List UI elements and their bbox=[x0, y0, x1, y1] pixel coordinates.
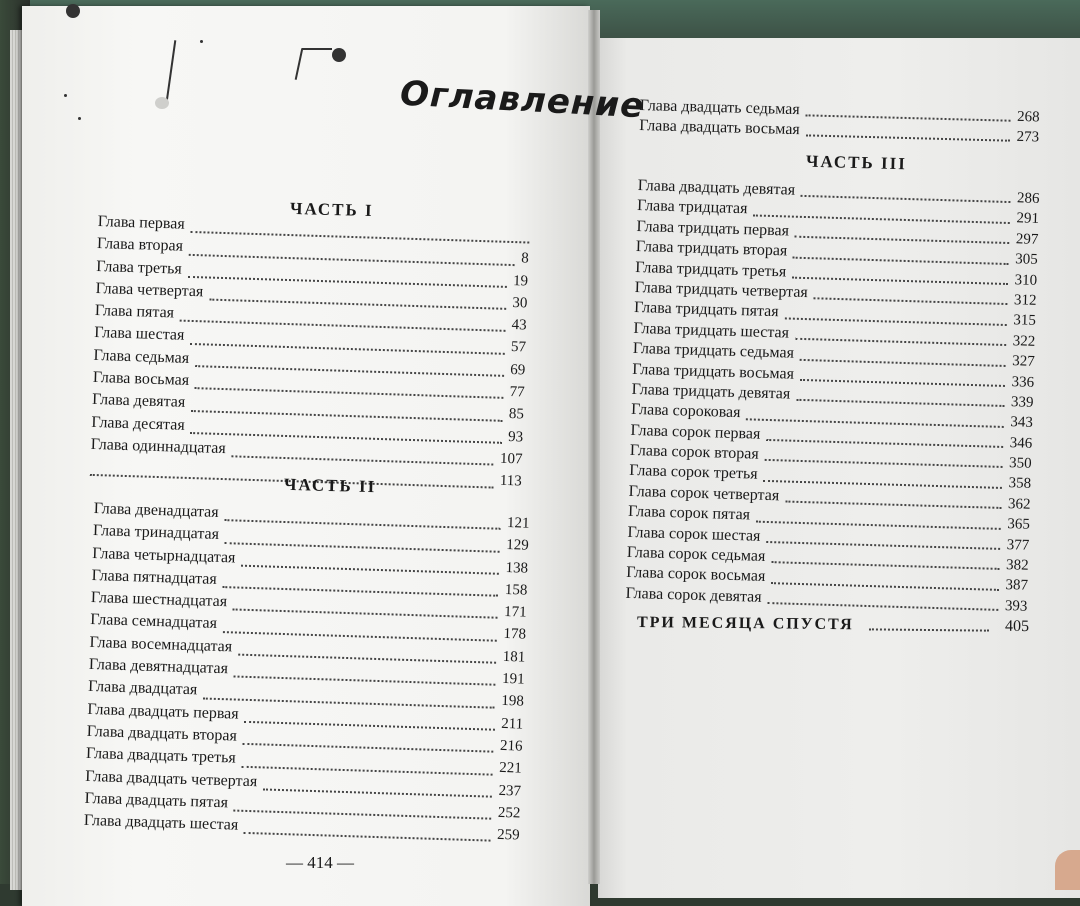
decorative-dot bbox=[78, 117, 81, 120]
chapter-page: 138 bbox=[505, 559, 529, 577]
chapter-page: 297 bbox=[1015, 231, 1039, 248]
chapter-title: Глава двадцать восьмая bbox=[639, 116, 800, 139]
chapter-title: Глава десятая bbox=[91, 413, 185, 434]
finger bbox=[1055, 850, 1080, 890]
chapter-title: Глава двадцать седьмая bbox=[639, 97, 800, 119]
chapter-title: Глава сорок третья bbox=[629, 462, 758, 484]
chapter-title: Глава тридцать пятая bbox=[633, 299, 779, 321]
chapter-page: 259 bbox=[496, 826, 520, 844]
chapter-page: 43 bbox=[511, 317, 527, 334]
chapter-title: Глава четырнадцатая bbox=[92, 544, 236, 567]
chapter-title: Глава третья bbox=[96, 257, 183, 278]
chapter-page: 268 bbox=[1016, 108, 1040, 126]
dot-leader bbox=[806, 114, 1011, 121]
chapter-title: Глава двенадцатая bbox=[93, 500, 219, 521]
chapter-title: Глава двадцать вторая bbox=[86, 722, 238, 745]
chapter-title: Глава сороковая bbox=[630, 401, 741, 422]
chapter-page: 93 bbox=[507, 428, 524, 446]
dot-leader bbox=[813, 298, 1007, 306]
chapter-page: 362 bbox=[1007, 495, 1031, 513]
chapter-title: Глава четвертая bbox=[95, 279, 204, 301]
chapter-page: 191 bbox=[501, 670, 525, 688]
page-title: Оглавление bbox=[399, 73, 646, 127]
chapter-page: 107 bbox=[499, 450, 523, 468]
decorative-dot bbox=[155, 97, 169, 109]
dot-leader bbox=[869, 628, 989, 631]
chapter-page: 350 bbox=[1008, 455, 1032, 472]
epilogue-page: 405 bbox=[1004, 617, 1030, 636]
decorative-dot bbox=[200, 40, 203, 43]
chapter-title: Глава тридцать четвертая bbox=[634, 278, 809, 302]
chapter-title: Глава тридцать шестая bbox=[633, 319, 790, 342]
chapter-page: 377 bbox=[1006, 536, 1030, 554]
decorative-dot bbox=[66, 4, 80, 18]
chapter-page: 365 bbox=[1007, 516, 1031, 534]
book-gutter bbox=[588, 10, 600, 884]
dot-leader bbox=[800, 379, 1005, 387]
chapter-title: Глава тридцать третья bbox=[635, 258, 787, 280]
chapter-page: 171 bbox=[503, 604, 527, 621]
chapter-title: Глава тридцать вторая bbox=[635, 238, 788, 260]
chapter-page: 85 bbox=[508, 406, 525, 423]
chapter-title: Глава двадцать третья bbox=[85, 745, 237, 767]
chapter-title: Глава сорок седьмая bbox=[626, 543, 766, 565]
chapter-title: Глава седьмая bbox=[93, 346, 190, 367]
chapter-title: Глава сорок вторая bbox=[629, 441, 759, 463]
decorative-dot bbox=[332, 48, 346, 62]
chapter-title: Глава одиннадцатая bbox=[90, 435, 227, 458]
toc-part-3 bbox=[625, 177, 1040, 617]
chapter-title: Глава пятнадцатая bbox=[91, 566, 218, 588]
part-1-heading: ЧАСТЬ I bbox=[289, 198, 374, 221]
chapter-page: 315 bbox=[1013, 312, 1037, 330]
chapter-title: Глава сорок пятая bbox=[627, 503, 751, 524]
chapter-title: Глава тринадцатая bbox=[92, 522, 220, 544]
chapter-page: 336 bbox=[1011, 373, 1035, 391]
chapter-page: 181 bbox=[502, 648, 526, 666]
chapter-title: Глава девятая bbox=[91, 391, 186, 412]
toc-part-2 bbox=[83, 500, 529, 848]
chapter-title: Глава тридцать восьмая bbox=[632, 360, 795, 383]
chapter-page: 221 bbox=[499, 760, 523, 777]
decorative-dot bbox=[64, 94, 67, 97]
chapter-page: 387 bbox=[1005, 577, 1029, 595]
chapter-page: 216 bbox=[499, 737, 523, 755]
chapter-title: Глава вторая bbox=[96, 235, 184, 255]
chapter-title: Глава шестая bbox=[93, 324, 185, 345]
chapter-title: Глава сорок восьмая bbox=[626, 564, 766, 586]
chapter-title: Глава семнадцатая bbox=[89, 611, 218, 633]
chapter-title: Глава сорок девятая bbox=[625, 584, 762, 606]
chapter-page: 286 bbox=[1016, 190, 1040, 207]
chapter-page: 310 bbox=[1014, 271, 1038, 289]
chapter-page: 382 bbox=[1005, 557, 1029, 574]
part-2-heading: ЧАСТЬ II bbox=[283, 474, 377, 497]
chapter-title: Глава сорок первая bbox=[630, 421, 761, 443]
dot-leader bbox=[767, 602, 998, 611]
chapter-page: 312 bbox=[1013, 292, 1037, 309]
chapter-page: 30 bbox=[512, 294, 528, 312]
toc-part-1 bbox=[90, 213, 530, 494]
chapter-title: Глава двадцать пятая bbox=[84, 789, 229, 812]
chapter-page: 211 bbox=[500, 715, 524, 733]
dot-leader bbox=[800, 358, 1006, 366]
chapter-page: 273 bbox=[1016, 128, 1040, 146]
chapter-page: 322 bbox=[1012, 332, 1036, 350]
chapter-page: 57 bbox=[510, 339, 527, 356]
chapter-page: 129 bbox=[506, 537, 530, 554]
chapter-page: 305 bbox=[1014, 251, 1038, 269]
chapter-page: 178 bbox=[503, 626, 527, 644]
chapter-page: 121 bbox=[506, 514, 530, 532]
chapter-page: 19 bbox=[512, 272, 529, 290]
chapter-page: 393 bbox=[1004, 597, 1028, 615]
chapter-page: 346 bbox=[1009, 434, 1033, 452]
dot-leader bbox=[806, 134, 1010, 141]
chapter-title: Глава первая bbox=[97, 213, 186, 233]
chapter-title: Глава двадцать четвертая bbox=[85, 767, 258, 790]
chapter-page: 339 bbox=[1010, 394, 1034, 411]
chapter-title: Глава двадцатая bbox=[87, 678, 198, 699]
chapter-title: Глава тридцатая bbox=[636, 197, 748, 218]
chapter-title: Глава сорок шестая bbox=[627, 523, 761, 545]
chapter-title: Глава тридцать первая bbox=[636, 217, 790, 240]
decorative-line bbox=[302, 48, 332, 50]
chapter-title: Глава шестнадцатая bbox=[90, 589, 228, 611]
chapter-title: Глава двадцать первая bbox=[87, 700, 239, 723]
chapter-page: 8 bbox=[521, 250, 530, 267]
chapter-page: 237 bbox=[498, 782, 522, 800]
chapter-title: Глава девятнадцатая bbox=[88, 656, 229, 678]
chapter-page: 291 bbox=[1016, 210, 1040, 228]
page-number: — 414 — bbox=[286, 853, 354, 872]
part-3-heading: ЧАСТЬ III bbox=[805, 151, 908, 174]
chapter-title: Глава тридцать девятая bbox=[631, 380, 791, 403]
epilogue-title: ТРИ МЕСЯЦА СПУСТЯ bbox=[636, 613, 854, 634]
chapter-page: 327 bbox=[1011, 353, 1035, 370]
chapter-title: Глава пятая bbox=[94, 302, 175, 322]
chapter-title: Глава тридцать седьмая bbox=[632, 340, 795, 362]
chapter-page: 113 bbox=[499, 473, 523, 490]
chapter-page: 343 bbox=[1010, 414, 1034, 432]
chapter-page: 77 bbox=[509, 384, 525, 401]
chapter-title: Глава восемнадцатая bbox=[89, 633, 233, 656]
chapter-page: 198 bbox=[501, 693, 525, 710]
chapter-title: Глава восьмая bbox=[92, 369, 190, 390]
chapter-title: Глава сорок четвертая bbox=[628, 482, 780, 505]
chapter-title: Глава двадцать шестая bbox=[83, 812, 239, 834]
chapter-page: 158 bbox=[504, 581, 528, 599]
chapter-page: 358 bbox=[1008, 475, 1032, 493]
chapter-page: 69 bbox=[510, 361, 526, 379]
chapter-title: Глава двадцать девятая bbox=[637, 177, 796, 199]
chapter-page: 252 bbox=[497, 804, 521, 822]
